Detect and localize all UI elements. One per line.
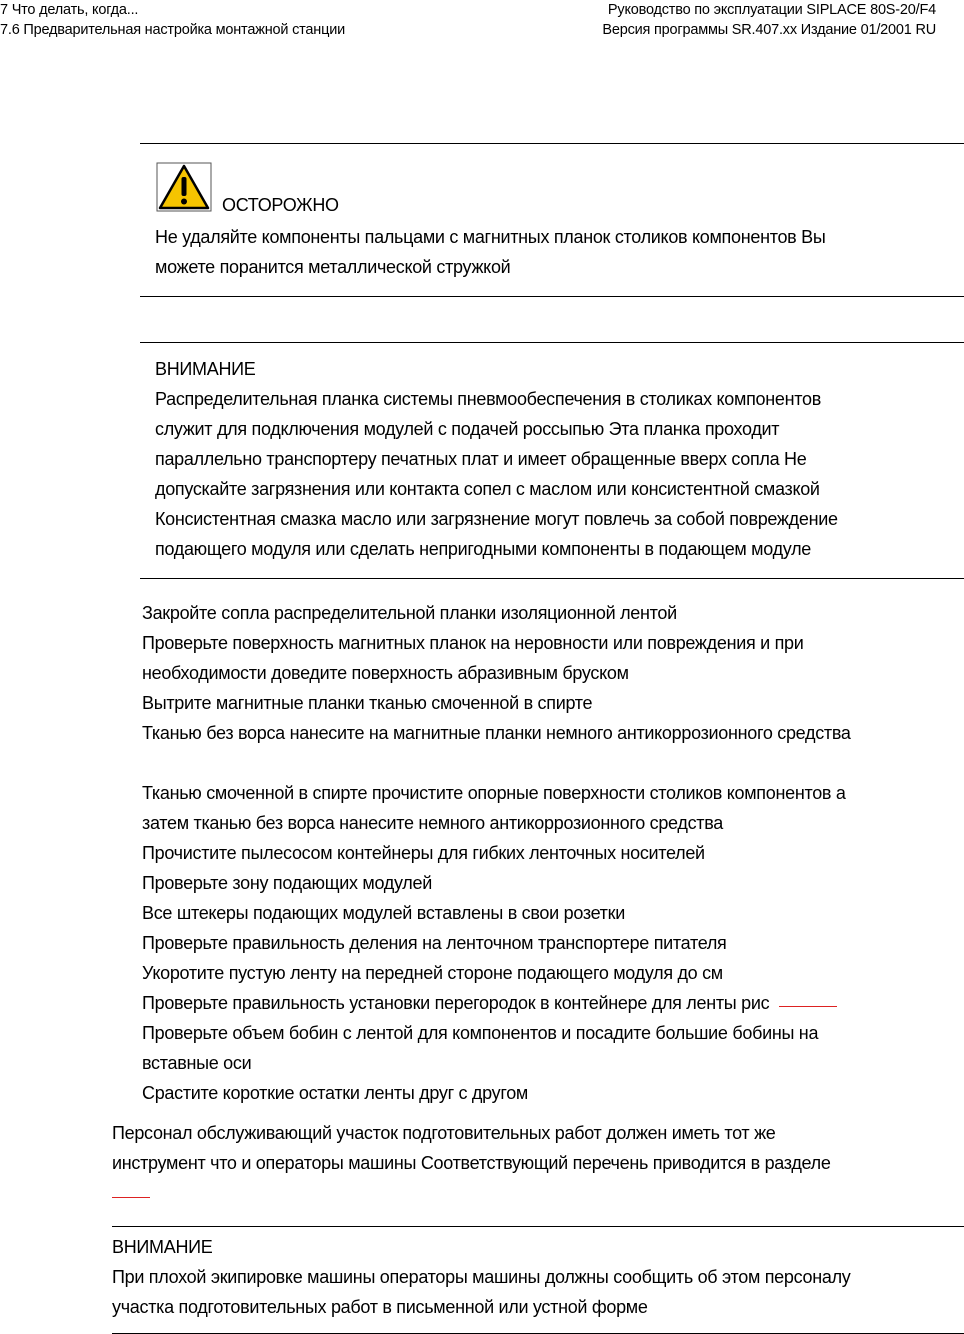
section-title: 7.6 Предварительная настройка монтажной станции: [0, 22, 346, 38]
chapter-title: 7 Что делать, когда...: [0, 2, 139, 18]
step-line-with-figure-ref: [142, 988, 851, 1018]
step-line: Проверьте правильность деления на ленточном транспортере питателя: [142, 933, 727, 953]
step-spacer: [142, 748, 851, 778]
attention1-line: Распределительная планка системы пневмообеспечения в столиках компонентов: [155, 389, 821, 409]
step-line: затем тканью без ворса нанесите немного антикоррозионного средства: [142, 813, 723, 833]
step-text: Проверьте правильность установки перегородок в контейнере для ленты рис: [142, 993, 770, 1013]
step-line: Проверьте поверхность магнитных планок на неровности или повреждения и при: [142, 633, 804, 653]
step-line: Прочистите пылесосом контейнеры для гибких ленточных носителей: [142, 843, 705, 863]
step-line: Проверьте объем бобин с лентой для компонентов и посадите большие бобины на: [142, 1023, 819, 1043]
step-line: Тканью смоченной в спирте прочистите опорные поверхности столиков компонентов а: [142, 783, 846, 803]
paragraph-line: инструмент что и операторы машины Соответствующий перечень приводится в разделе: [112, 1153, 831, 1173]
step-line: Вытрите магнитные планки тканью смоченной в спирте: [142, 693, 593, 713]
attention2-line: участка подготовительных работ в письменной или устной форме: [112, 1297, 648, 1317]
attention1-line: Консистентная смазка масло или загрязнение могут повлечь за собой повреждение: [155, 509, 838, 529]
step-line: Тканью без ворса нанесите на магнитные планки немного антикоррозионного средства: [142, 723, 851, 743]
step-line: необходимости доведите поверхность абразивным бруском: [142, 663, 629, 683]
attention2-line: При плохой экипировке машины операторы машины должны сообщить об этом персоналу: [112, 1267, 851, 1287]
version-edition: Версия программы SR.407.xx Издание 01/2001 RU: [602, 22, 936, 38]
attention1-line: служит для подключения модулей с подачей россыпью Эта планка проходит: [155, 419, 780, 439]
step-line: Все штекеры подающих модулей вставлены в свои розетки: [142, 903, 625, 923]
attention1-bottom-divider: [140, 578, 964, 579]
warning-triangle-icon: [156, 162, 212, 212]
attention1-block: [155, 354, 838, 564]
attention1-line: допускайте загрязнения или контакта сопел с маслом или консистентной смазкой: [155, 479, 820, 499]
step-line: Срастите короткие остатки ленты друг с другом: [142, 1083, 528, 1103]
caution-body: [155, 222, 825, 282]
personnel-paragraph: [112, 1118, 831, 1178]
caution-top-divider: [140, 143, 964, 144]
attention1-line: подающего модуля или сделать непригодными компоненты в подающем модуле: [155, 539, 811, 559]
caution-bottom-divider: [140, 296, 964, 297]
manual-title: Руководство по эксплуатации SIPLACE 80S-20/F4: [607, 2, 936, 18]
step-line: Закройте сопла распределительной планки изоляционной лентой: [142, 603, 677, 623]
attention2-block: [112, 1232, 850, 1322]
attention1-line: параллельно транспортеру печатных плат и имеет обращенные вверх сопла Не: [155, 449, 807, 469]
attention2-top-divider: [112, 1226, 964, 1227]
paragraph-line: Персонал обслуживающий участок подготовительных работ должен иметь тот же: [112, 1123, 776, 1143]
caution-line: Не удаляйте компоненты пальцами с магнитных планок столиков компонентов Вы: [155, 227, 826, 247]
page-header-right: [602, 0, 936, 40]
section-reference-link[interactable]: [112, 1197, 150, 1198]
attention1-top-divider: [140, 342, 964, 343]
attention2-title: ВНИМАНИЕ: [112, 1237, 213, 1257]
figure-reference-link[interactable]: [779, 1006, 837, 1007]
attention1-title: ВНИМАНИЕ: [155, 359, 256, 379]
caution-title: ОСТОРОЖНО: [222, 195, 339, 215]
caution-line: можете поранится металлической стружкой: [155, 257, 511, 277]
page-header-left: [0, 0, 345, 40]
step-line: вставные оси: [142, 1053, 252, 1073]
step-line: Укоротите пустую ленту на передней стороне подающего модуля до см: [142, 963, 723, 983]
step-line: Проверьте зону подающих модулей: [142, 873, 432, 893]
maintenance-steps: [142, 598, 851, 1108]
